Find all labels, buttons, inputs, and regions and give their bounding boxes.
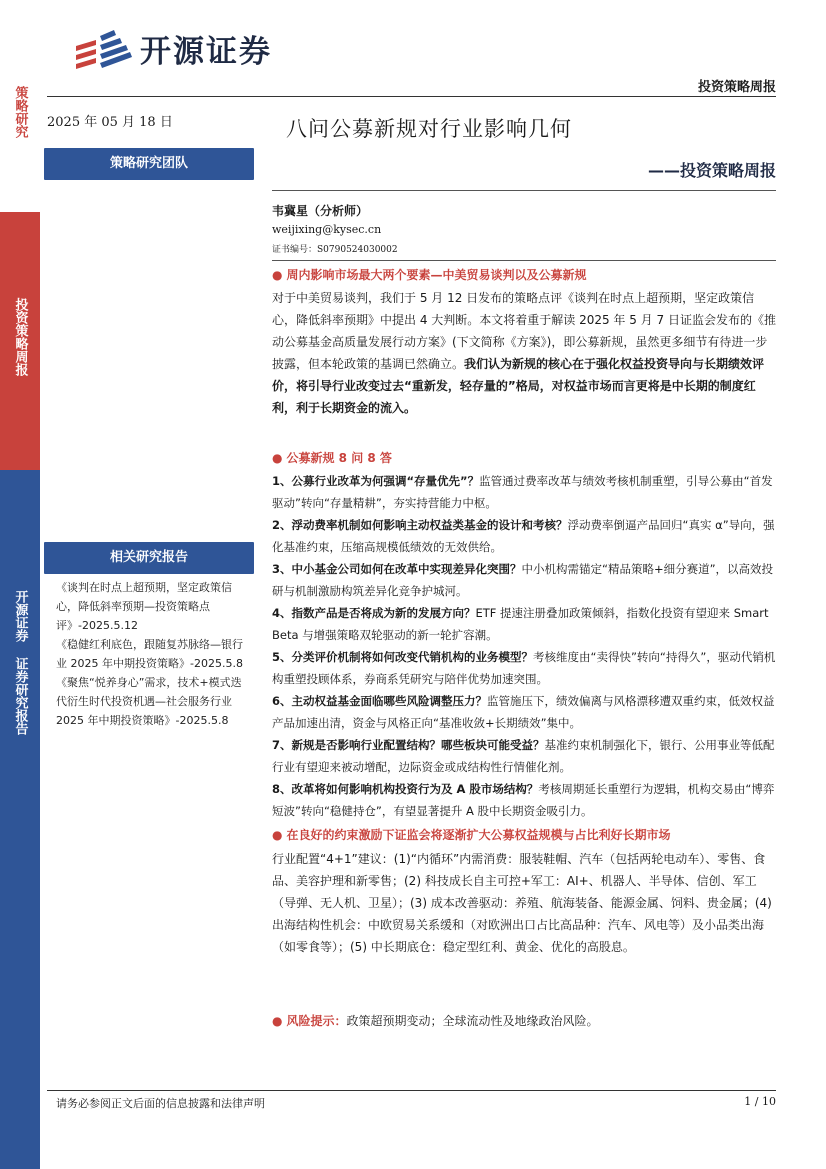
strip-mid-label: 投资策略周报 (12, 298, 28, 376)
qa-question: 3、中小基金公司如何在改革中实现差异化突围？ (272, 562, 522, 576)
qa-answer: 浮动费率倒逼产品回归“真实 α”导向，强化基准约束，压缩高规模低绩效的无效供给。 (272, 518, 775, 554)
strip-bot-label: 开源证券 证券研究报告 (12, 590, 28, 735)
bullet-icon: ● (272, 828, 283, 842)
qa-item (272, 514, 776, 558)
qa-question: 7、新规是否影响行业配置结构？哪些板块可能受益？ (272, 738, 545, 752)
qa-item (272, 602, 776, 646)
left-strip-bottom (0, 470, 40, 1169)
qa-item (272, 558, 776, 602)
header-label: 投资策略周报 (697, 80, 776, 95)
qa-question: 8、改革将如何影响机构投资行为及 A 股市场结构？ (272, 782, 539, 796)
related-item[interactable]: 《聚焦“悦养身心”需求，技术+模式迭代衍生时代投资机遇—社会服务行业 2025 年中期投资策略》-2025.5.8 (56, 676, 242, 727)
section-heading (272, 826, 671, 843)
section-body (272, 287, 776, 419)
section-heading (272, 266, 587, 283)
qa-question: 5、分类评价机制将如何改变代销机构的业务模型？ (272, 650, 533, 664)
qa-answer: ETF 提速注册叠加政策倾斜，指数化投资有望迎来 Smart Beta 与增强策略双轮驱动的新一轮扩容潮。 (272, 606, 769, 642)
page-title: 八问公募新规对行业影响几何 (286, 117, 572, 141)
analyst-email[interactable]: weijixing@kysec.cn (272, 223, 382, 236)
qa-answer: 考核周期延长重塑行为逻辑，机构交易由“博弈短波”转向“稳健持仓”，有望显著提升 A 股中长期资金吸引力。 (272, 782, 775, 818)
risk-note (272, 1010, 776, 1032)
page-subtitle: ——投资策略周报 (647, 161, 776, 180)
qa-answer: 中小机构需锚定“精品策略+细分赛道”，以高效投研与机制激励构筑差异化竞争护城河。 (272, 562, 774, 598)
analyst-top-rule (272, 190, 776, 191)
qa-question: 1、公募行业改革为何强调“存量优先”？ (272, 474, 480, 488)
qa-answer: 考核维度由“卖得快”转向“持得久”，驱动代销机构重塑投顾体系，券商系凭研究与陪伴优势加速突围。 (272, 650, 776, 686)
page-number: 1 / 10 (744, 1095, 776, 1108)
qa-answer: 监管施压下，绩效偏离与风格漂移遭双重约束，低效权益产品加速出清，资金与风格正向“基准收敛+长期绩效”集中。 (272, 694, 775, 730)
qa-answer: 监管通过费率改革与绩效考核机制重塑，引导公募由“首发驱动”转向“存量精耕”，夯实持营能力中枢。 (272, 474, 773, 510)
qa-item (272, 690, 776, 734)
section-body (272, 848, 776, 958)
section-heading-text: 周内影响市场最大两个要素—中美贸易谈判以及公募新规 (286, 268, 587, 282)
footer-rule (47, 1090, 776, 1091)
bullet-icon: ● (272, 1014, 283, 1028)
qa-item (272, 470, 776, 514)
brand-logo (74, 26, 272, 71)
qa-list (272, 470, 776, 822)
related-heading: 相关研究报告 (44, 542, 254, 574)
risk-label: 风险提示： (286, 1014, 347, 1028)
report-date: 2025 年 05 月 18 日 (47, 115, 173, 130)
qa-question: 2、浮动费率机制如何影响主动权益类基金的设计和考核？ (272, 518, 568, 532)
qa-item (272, 778, 776, 822)
bullet-icon: ● (272, 451, 283, 465)
paragraph-text: 对于中美贸易谈判，我们于 5 月 12 日发布的策略点评《谈判在时点上超预期，坚定政策信心，降低斜率预期》中提出 4 大判断。本文将着重于解读 2025 年 5 月 7 日证监会发布的《推动公募基金高质量发展行动方案》(下文简称《方案》)，即公募新规，虽然更多细节有待进一步披露，但本轮政策的基调已然确立。 (272, 291, 776, 371)
left-strip-top (0, 0, 40, 212)
risk-text: 政策超预期变动；全球流动性及地缘政治风险。 (346, 1014, 599, 1028)
qa-item (272, 646, 776, 690)
section-heading-text: 在良好的约束激励下证监会将逐渐扩大公募权益规模与占比利好长期市场 (286, 828, 671, 842)
header-rule (47, 96, 776, 97)
paragraph-text: 行业配置“4+1”建议：(1)“内循环”内需消费：服装鞋帽、汽车（包括两轮电动车）、零售、食品、美容护理和新零售；(2) 科技成长自主可控+军工：AI+、机器人、半导体、信创、军工（导弹、无人机、卫星）；(3) 成本改善驱动：养殖、航海装备、能源金属、饲料、贵金属；(4) 出海结构性机会：中欧贸易关系缓和（对欧洲出口占比高品种：汽车、风电等）及小品类出海（如零食等）；(5) 中长期底仓：稳定型红利、黄金、优化的高股息。 (272, 852, 772, 954)
qa-item (272, 734, 776, 778)
bullet-icon: ● (272, 268, 283, 282)
related-list (56, 578, 252, 730)
footer-disclaimer: 请务必参阅正文后面的信息披露和法律声明 (56, 1097, 265, 1110)
team-heading: 策略研究团队 (44, 148, 254, 180)
paragraph-bold-text: 我们认为新规的核心在于强化权益投资导向与长期绩效评价，将引导行业改变过去“重新发，轻存量的”格局，对权益市场而言更将是中长期的制度红利，利于长期资金的流入。 (272, 357, 765, 415)
brand-name: 开源证券 (140, 34, 272, 70)
left-strip-mid (0, 212, 40, 470)
section-heading (272, 449, 392, 466)
qa-question: 4、指数产品是否将成为新的发展方向？ (272, 606, 476, 620)
analyst-bottom-rule (272, 260, 776, 261)
qa-question: 6、主动权益基金面临哪些风险调整压力？ (272, 694, 487, 708)
strip-top-label: 策略研究 (12, 86, 28, 138)
related-item[interactable]: 《谈判在时点上超预期，坚定政策信心，降低斜率预期—投资策略点评》-2025.5.12 (56, 581, 232, 632)
logo-icon (74, 28, 132, 70)
analyst-name: 韦冀星（分析师） (272, 204, 369, 218)
qa-answer: 基准约束机制强化下，银行、公用事业等低配行业有望迎来被动增配，边际资金或成结构性行情催化剂。 (272, 738, 775, 774)
related-item[interactable]: 《稳健红利底色，跟随复苏脉络—银行业 2025 年中期投资策略》-2025.5.8 (56, 638, 243, 670)
analyst-cert: 证书编号：S0790524030002 (272, 245, 398, 255)
section-heading-text: 公募新规 8 问 8 答 (286, 451, 392, 465)
